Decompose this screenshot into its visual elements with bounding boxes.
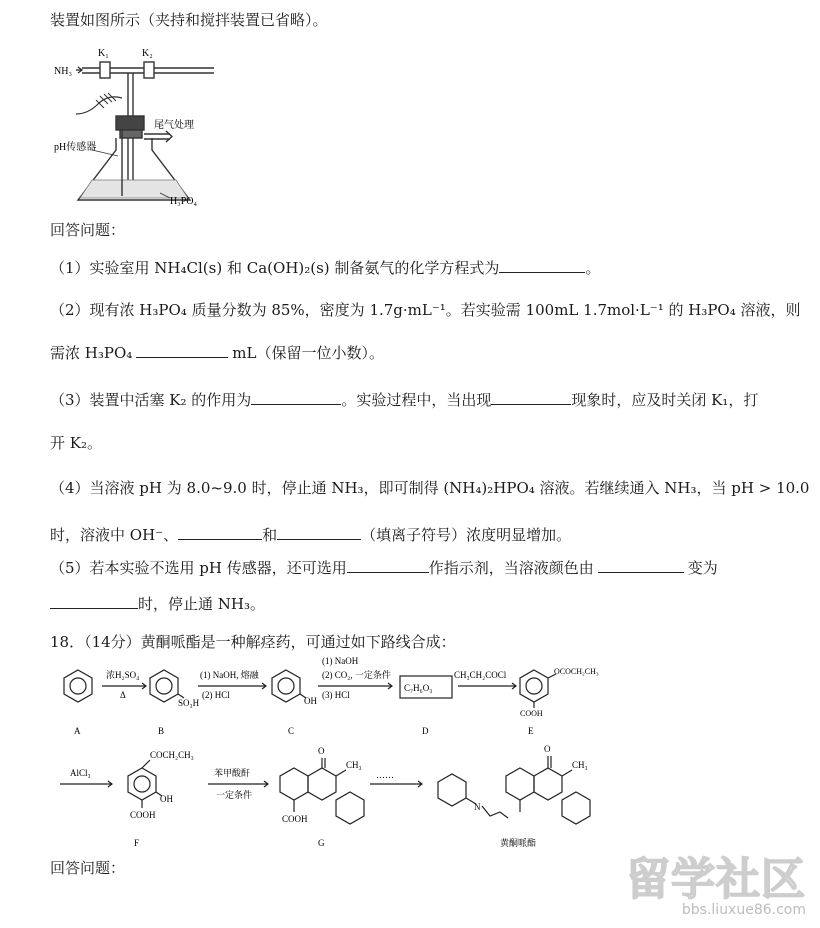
final-group1: CH₃	[572, 760, 588, 770]
answer-prompt-2: 回答问题：	[50, 859, 126, 877]
e-group2: COOH	[520, 709, 543, 718]
reagent-4: CH₃CH₂COCl	[454, 670, 507, 680]
reagent-5: AlCl₃	[70, 768, 91, 778]
label-d: D	[422, 726, 429, 736]
answer-blank[interactable]	[50, 594, 138, 609]
question-5-line-1: （5）若本实验不选用 pH 传感器，还可选用 作指示剂，当溶液颜色由 变为	[50, 559, 718, 577]
d-formula: C₇H₆O₃	[404, 683, 433, 693]
question-18-title: 18．（14分）黄酮哌酯是一种解痉药，可通过如下路线合成：	[50, 633, 456, 651]
reagent-3b: (2) CO₂, 一定条件	[322, 670, 391, 680]
synthesis-scheme	[50, 656, 620, 852]
label-g: G	[318, 838, 325, 848]
question-4-line-2: 时，溶液中 OH⁻、 和 （填离子符号）浓度明显增加。	[50, 526, 572, 544]
label-k2: K₂	[142, 48, 153, 59]
reagent-1: 浓H₂SO₄	[106, 670, 140, 680]
b-group: SO₃H	[178, 698, 200, 708]
f-group3: COOH	[130, 810, 156, 820]
reagent-2a: (1) NaOH, 熔融	[200, 670, 259, 680]
label-k1: K₁	[98, 48, 109, 59]
reagent-3c: (3) HCl	[322, 690, 350, 700]
answer-blank[interactable]	[136, 343, 228, 358]
reagent-2b: (2) HCl	[202, 690, 230, 700]
label-nh3: NH₃	[54, 66, 72, 77]
g-group1: CH₃	[346, 760, 362, 770]
c-group: OH	[304, 696, 317, 706]
answer-blank[interactable]	[491, 390, 571, 405]
apparatus-figure	[52, 38, 222, 210]
answer-blank[interactable]	[178, 525, 262, 540]
question-5-line-2: 时，停止通 NH₃。	[50, 594, 265, 614]
label-h3po4: H₃PO₄	[170, 196, 197, 207]
scheme-dots: ……	[376, 770, 394, 780]
g-o: O	[318, 746, 325, 756]
label-c: C	[288, 726, 295, 736]
label-a: A	[74, 726, 81, 736]
reagent-6a: 苯甲酸酐	[214, 768, 251, 778]
final-n: N	[474, 802, 481, 812]
label-e: E	[528, 726, 534, 736]
f-group2: OH	[160, 794, 173, 804]
question-1: （1）实验室用 NH₄Cl(s) 和 Ca(OH)₂(s) 制备氨气的化学方程式为 。	[50, 259, 601, 277]
answer-blank[interactable]	[251, 390, 341, 405]
e-group1: OCOCH₂CH₃	[554, 667, 599, 676]
reagent-3a: (1) NaOH	[322, 656, 359, 666]
question-2-line-2: 需浓 H₃PO₄ mL（保留一位小数）。	[50, 344, 384, 362]
question-3-line-1: （3）装置中活塞 K₂ 的作用为 。实验过程中，当出现 现象时，应及时关闭 K₁，打	[50, 391, 759, 409]
answer-blank[interactable]	[598, 558, 684, 573]
watermark-url: bbs.liuxue86.com	[681, 902, 806, 918]
answer-blank[interactable]	[499, 258, 585, 273]
label-final: 黄酮哌酯	[500, 838, 537, 848]
reagent-1b: Δ	[120, 690, 126, 700]
watermark	[626, 854, 806, 918]
answer-blank[interactable]	[347, 558, 429, 573]
label-ph-sensor: pH传感器	[54, 142, 97, 153]
reagent-6b: 一定条件	[216, 790, 253, 800]
label-f: F	[134, 838, 140, 848]
question-2-line-1: （2）现有浓 H₃PO₄ 质量分数为 85%，密度为 1.7g·mL⁻¹。若实验需 100mL 1.7mol·L⁻¹ 的 H₃PO₄ 溶液，则	[50, 301, 801, 319]
label-tail-gas: 尾气处理	[154, 120, 194, 131]
question-3-line-2: 开 K₂。	[50, 434, 102, 452]
label-b: B	[158, 726, 165, 736]
watermark-logo-text: 留学社区	[626, 854, 806, 905]
question-4-line-1: （4）当溶液 pH 为 8.0~9.0 时，停止通 NH₃，即可制得 (NH₄)₂HPO₄ 溶液。若继续通入 NH₃，当 pH > 10.0	[50, 479, 810, 497]
g-group2: COOH	[282, 814, 308, 824]
intro-text: 装置如图所示（夹持和搅拌装置已省略）。	[50, 11, 328, 29]
final-o: O	[544, 744, 551, 754]
answer-blank[interactable]	[277, 525, 361, 540]
answer-prompt: 回答问题：	[50, 221, 126, 239]
f-group1: COCH₂CH₃	[150, 750, 194, 760]
